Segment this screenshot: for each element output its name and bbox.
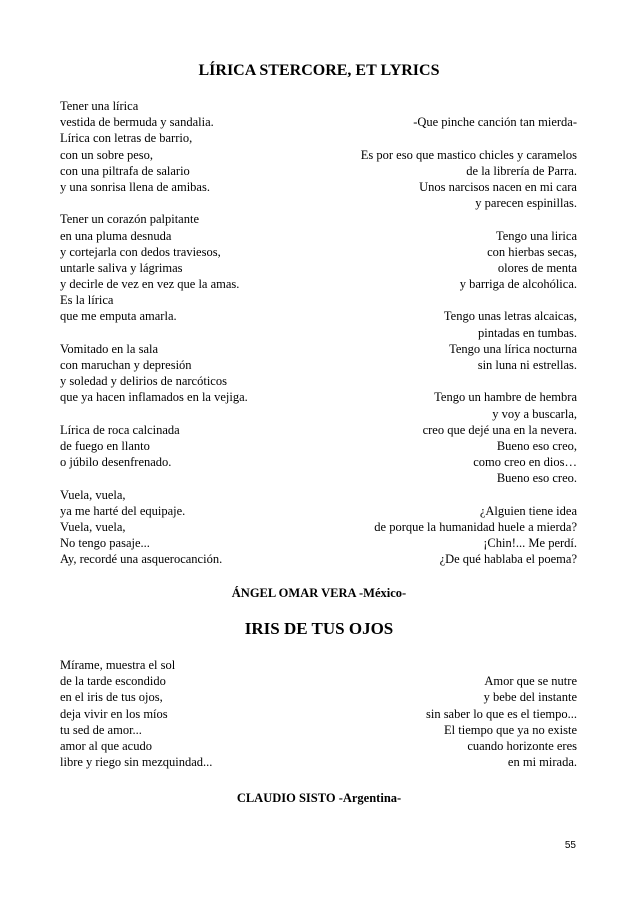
- poem-line: Vuela, vuela,: [60, 519, 126, 534]
- poem-line: Tengo unas letras alcaicas,: [443, 309, 577, 324]
- poem-line: creo que dejé una en la nevera.: [422, 422, 577, 437]
- poem-line: pintadas en tumbas.: [478, 325, 577, 340]
- poem2-title: IRIS DE TUS OJOS: [244, 619, 394, 638]
- poem-line: y cortejarla con dedos traviesos,: [60, 244, 221, 259]
- poem-line: y una sonrisa llena de amibas.: [60, 179, 210, 194]
- poem1-title: LÍRICA STERCORE, ET LYRICS: [198, 62, 440, 79]
- poem-line: Ay, recordé una asquerocanción.: [60, 552, 223, 567]
- poem-line: Es por eso que mastico chicles y caramelos: [360, 147, 577, 162]
- poem-line: cuando horizonte eres: [467, 738, 577, 753]
- poem-line: y parecen espinillas.: [475, 196, 577, 211]
- poem-line: Lírica con letras de barrio,: [60, 131, 193, 146]
- poem-line: [287, 487, 577, 503]
- page-number: 55: [564, 840, 576, 851]
- poem2-author: CLAUDIO SISTO -Argentina-: [236, 791, 402, 805]
- poem-line: Vomitado en la sala: [60, 341, 159, 356]
- poem1-author: ÁNGEL OMAR VERA -México-: [231, 586, 407, 600]
- poem-line: [287, 130, 577, 146]
- poem-line: con una piltrafa de salario: [60, 163, 190, 178]
- poem-line: Bueno eso creo,: [496, 438, 577, 453]
- poem-line: y voy a buscarla,: [492, 406, 577, 421]
- poem-line: Lírica de roca calcinada: [60, 422, 180, 437]
- poem-line: El tiempo que ya no existe: [444, 722, 577, 737]
- poem-line: Mírame, muestra el sol: [60, 658, 176, 672]
- poem-line: con maruchan y depresión: [60, 358, 192, 372]
- poem-line: [287, 657, 577, 673]
- poem-line: Bueno eso creo.: [496, 471, 577, 486]
- poem-line: Vuela, vuela,: [60, 487, 126, 502]
- poem-line: Tener un corazón palpitante: [60, 212, 199, 227]
- poem-line: libre y riego sin mezquindad...: [60, 755, 213, 770]
- poem-line: Tengo una lírica nocturna: [449, 341, 577, 356]
- poem-line: y barriga de alcohólica.: [459, 277, 577, 292]
- poem-line: deja vivir en los míos: [60, 706, 168, 721]
- poem-line: Tengo un hambre de hembra: [434, 390, 577, 405]
- poem-line: que me emputa amarla.: [60, 309, 177, 324]
- poem-line: Tengo una lirica: [495, 228, 577, 243]
- poem-line: Es la lírica: [60, 293, 114, 308]
- poem-line: en mi mirada.: [507, 755, 577, 770]
- poem-line: [287, 373, 577, 389]
- poem-line: amor al que acudo: [60, 738, 152, 753]
- poem-line: y decirle de vez en vez que la amas.: [60, 277, 240, 292]
- poem-line: ¿Alguien tiene idea: [479, 503, 577, 518]
- poem-line: [287, 211, 577, 227]
- poem-line: que ya hacen inflamados en la vejiga.: [60, 390, 248, 405]
- poem1-right-column: [287, 98, 577, 567]
- poem-line: vestida de bermuda y sandalia.: [60, 115, 214, 130]
- poem-line: ¡Chin!... Me perdí.: [483, 536, 577, 551]
- poem-line: [287, 292, 577, 308]
- poem-line: [287, 98, 577, 114]
- poem-line: y soledad y delirios de narcóticos: [60, 374, 227, 389]
- poem-line: olores de menta: [497, 260, 577, 275]
- poem-line: No tengo pasaje...: [60, 536, 150, 551]
- poem-line: de porque la humanidad huele a mierda?: [374, 519, 577, 534]
- poem-line: con hierbas secas,: [487, 244, 577, 259]
- poem-line: en el iris de tus ojos,: [60, 690, 163, 705]
- poem2-right-column: [287, 657, 577, 770]
- poem-line: Amor que se nutre: [484, 674, 577, 689]
- poem-line: en una pluma desnuda: [60, 228, 172, 243]
- poem-line: o júbilo desenfrenado.: [60, 455, 172, 470]
- poem-line: tu sed de amor...: [60, 722, 142, 737]
- poem-line: sin luna ni estrellas.: [477, 358, 577, 372]
- poem-line: sin saber lo que es el tiempo...: [425, 706, 577, 721]
- poem-line: de la librería de Parra.: [466, 163, 577, 178]
- poem-line: y bebe del instante: [483, 690, 577, 705]
- poem-line: ya me harté del equipaje.: [60, 503, 186, 518]
- poem-line: como creo en dios…: [473, 455, 577, 470]
- poem-line: con un sobre peso,: [60, 147, 154, 162]
- poem-line: de la tarde escondido: [60, 674, 166, 689]
- poem-line: -Que pinche canción tan mierda-: [413, 115, 577, 130]
- poem-line: Tener una lírica: [60, 99, 139, 113]
- poem-line: Unos narcisos nacen en mi cara: [419, 179, 577, 194]
- poem-line: ¿De qué hablaba el poema?: [439, 552, 577, 567]
- poem-line: untarle saliva y lágrimas: [60, 260, 183, 275]
- poem-line: de fuego en llanto: [60, 438, 150, 453]
